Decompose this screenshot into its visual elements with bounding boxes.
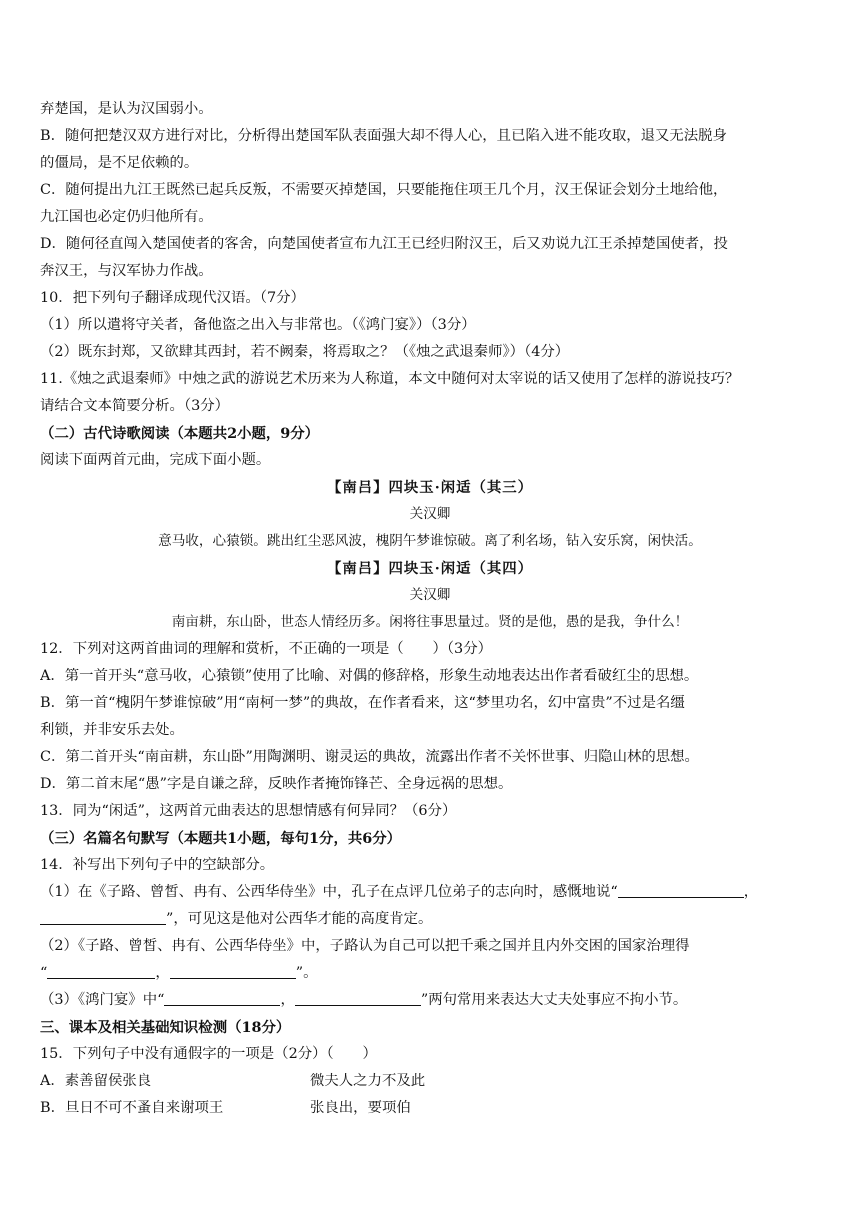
- comma: ，: [155, 965, 170, 981]
- q11-stem-cont: 请结合文本简要分析。（3分）: [40, 398, 230, 414]
- q14-item-2: （2）《子路、曾皙、冉有、公西华侍坐》中，子路认为自己可以把千乘之国并且内外交困的国家治理得: [40, 938, 690, 954]
- q12-option-c: C．第二首开头“南亩耕，东山卧”用陶渊明、谢灵运的典故，流露出作者不关怀世事、归隐山林的思想。: [40, 749, 699, 765]
- q10-item-1: （1）所以遣将守关者，备他盗之出入与非常也。（《鸿门宴》）（3分）: [40, 317, 476, 333]
- q10-item-2: （2）既东封郑，又欲肆其西封，若不阙秦，将焉取之？（《烛之武退秦师》）（4分）: [40, 344, 570, 360]
- answer-blank[interactable]: [40, 909, 166, 925]
- answer-blank[interactable]: [170, 963, 296, 979]
- q12-option-a: A．第一首开头“意马收，心猿锁”使用了比喻、对偶的修辞格，形象生动地表达出作者看破红尘的思想。: [40, 668, 699, 684]
- q15-stem: 15．下列句子中没有通假字的一项是（2分）（ ）: [40, 1046, 377, 1062]
- q14-item-2-cont: [40, 960, 820, 987]
- q14-item-1-tail: ”，可见这是他对公西华才能的高度肯定。: [166, 911, 433, 927]
- comma: ，: [743, 884, 759, 900]
- q13-stem: 13．同为“闲适”，这两首元曲表达的思想情感有何异同？（6分）: [40, 803, 457, 819]
- q9-option-c: C．随何提出九江王既然已起兵反叛，不需要灭掉楚国，只要能拖住项王几个月，汉王保证会划分土地给他，: [40, 182, 728, 198]
- q14-item-3-text: （3）《鸿门宴》中“: [40, 992, 165, 1008]
- q9-option-b-cont: 的僵局，是不足依赖的。: [40, 155, 199, 171]
- q9-option-b: B．随何把楚汉双方进行对比，分析得出楚国军队表面强大却不得人心，且已陷入进不能攻取，退又无法脱身: [40, 128, 727, 144]
- q9-option-a-tail: 弃楚国，是认为汉国弱小。: [40, 101, 213, 117]
- q15-option-b-left: B．旦日不可不蚤自来谢项王: [40, 1100, 224, 1116]
- answer-blank[interactable]: [47, 963, 155, 979]
- poem2-title: 【南吕】四块玉·闲适（其四）: [326, 560, 534, 577]
- section-three-heading: 三、课本及相关基础知识检测（18分）: [40, 1019, 291, 1036]
- section-poetry-heading: （二）古代诗歌阅读（本题共2小题，9分）: [40, 425, 320, 442]
- q14-item-1: [40, 879, 820, 906]
- q12-option-d: D．第二首末尾“愚”字是自谦之辞，反映作者掩饰锋芒、全身远祸的思想。: [40, 776, 513, 792]
- poem1-text: 意马收，心猿锁。跳出红尘恶风波，槐阴午梦谁惊破。离了利名场，钻入安乐窝，闲快活。: [158, 533, 702, 549]
- open-quote: “: [40, 965, 48, 981]
- poem1-title: 【南吕】四块玉·闲适（其三）: [326, 479, 534, 496]
- q14-item-1-text: （1）在《子路、曾皙、冉有、公西华侍坐》中，孔子在点评几位弟子的志向时，感慨地说“: [40, 884, 618, 900]
- poem2-author: 关汉卿: [409, 587, 451, 603]
- q15-option-b-right: 张良出，要项伯: [310, 1100, 411, 1116]
- q15-option-b: [40, 1095, 820, 1122]
- answer-blank[interactable]: [295, 990, 421, 1006]
- q15-option-a-left: A．素善留侯张良: [40, 1073, 152, 1089]
- q14-item-3: [40, 987, 820, 1014]
- q9-option-d: D．随何径直闯入楚国使者的客舍，向楚国使者宣布九江王已经归附汉王，后又劝说九江王杀掉楚国使者，投: [40, 236, 728, 252]
- section-recitation-heading: （三）名篇名句默写（本题共1小题，每句1分，共6分）: [40, 830, 402, 847]
- q15-option-a-right: 微夫人之力不及此: [310, 1073, 426, 1089]
- q10-stem: 10．把下列句子翻译成现代汉语。（7分）: [40, 290, 305, 306]
- comma: ，: [280, 992, 295, 1008]
- page-content: [40, 96, 820, 1122]
- poetry-instruction: 阅读下面两首元曲，完成下面小题。: [40, 452, 271, 468]
- q9-option-d-cont: 奔汉王，与汉军协力作战。: [40, 263, 213, 279]
- q14-stem: 14．补写出下列句子中的空缺部分。: [40, 857, 275, 873]
- answer-blank[interactable]: [618, 882, 744, 898]
- q12-option-b-cont: 利锁，并非安乐去处。: [40, 722, 184, 738]
- q15-option-a: [40, 1068, 820, 1095]
- poem2-text: 南亩耕，东山卧，世态人情经历多。闲将往事思量过。贤的是他，愚的是我，争什么！: [171, 614, 689, 630]
- q12-option-b: B．第一首“槐阴午梦谁惊破”用“南柯一梦”的典故，在作者看来，这“梦里功名，幻中富贵”不过是名缰: [40, 695, 685, 711]
- q12-stem: 12．下列对这两首曲词的理解和赏析，不正确的一项是（ ）（3分）: [40, 641, 492, 657]
- answer-blank[interactable]: [164, 990, 280, 1006]
- poem1-author: 关汉卿: [409, 506, 451, 522]
- close-quote: ”。: [295, 965, 318, 981]
- q14-item-3-tail: ”两句常用来表达大丈夫处事应不拘小节。: [420, 992, 688, 1008]
- q11-stem: 11.《烛之武退秦师》中烛之武的游说艺术历来为人称道，本文中随何对太宰说的话又使用了怎样的游说技巧？: [40, 371, 740, 387]
- q9-option-c-cont: 九江国也必定仍归他所有。: [40, 209, 213, 225]
- q14-item-1-cont: [40, 906, 820, 933]
